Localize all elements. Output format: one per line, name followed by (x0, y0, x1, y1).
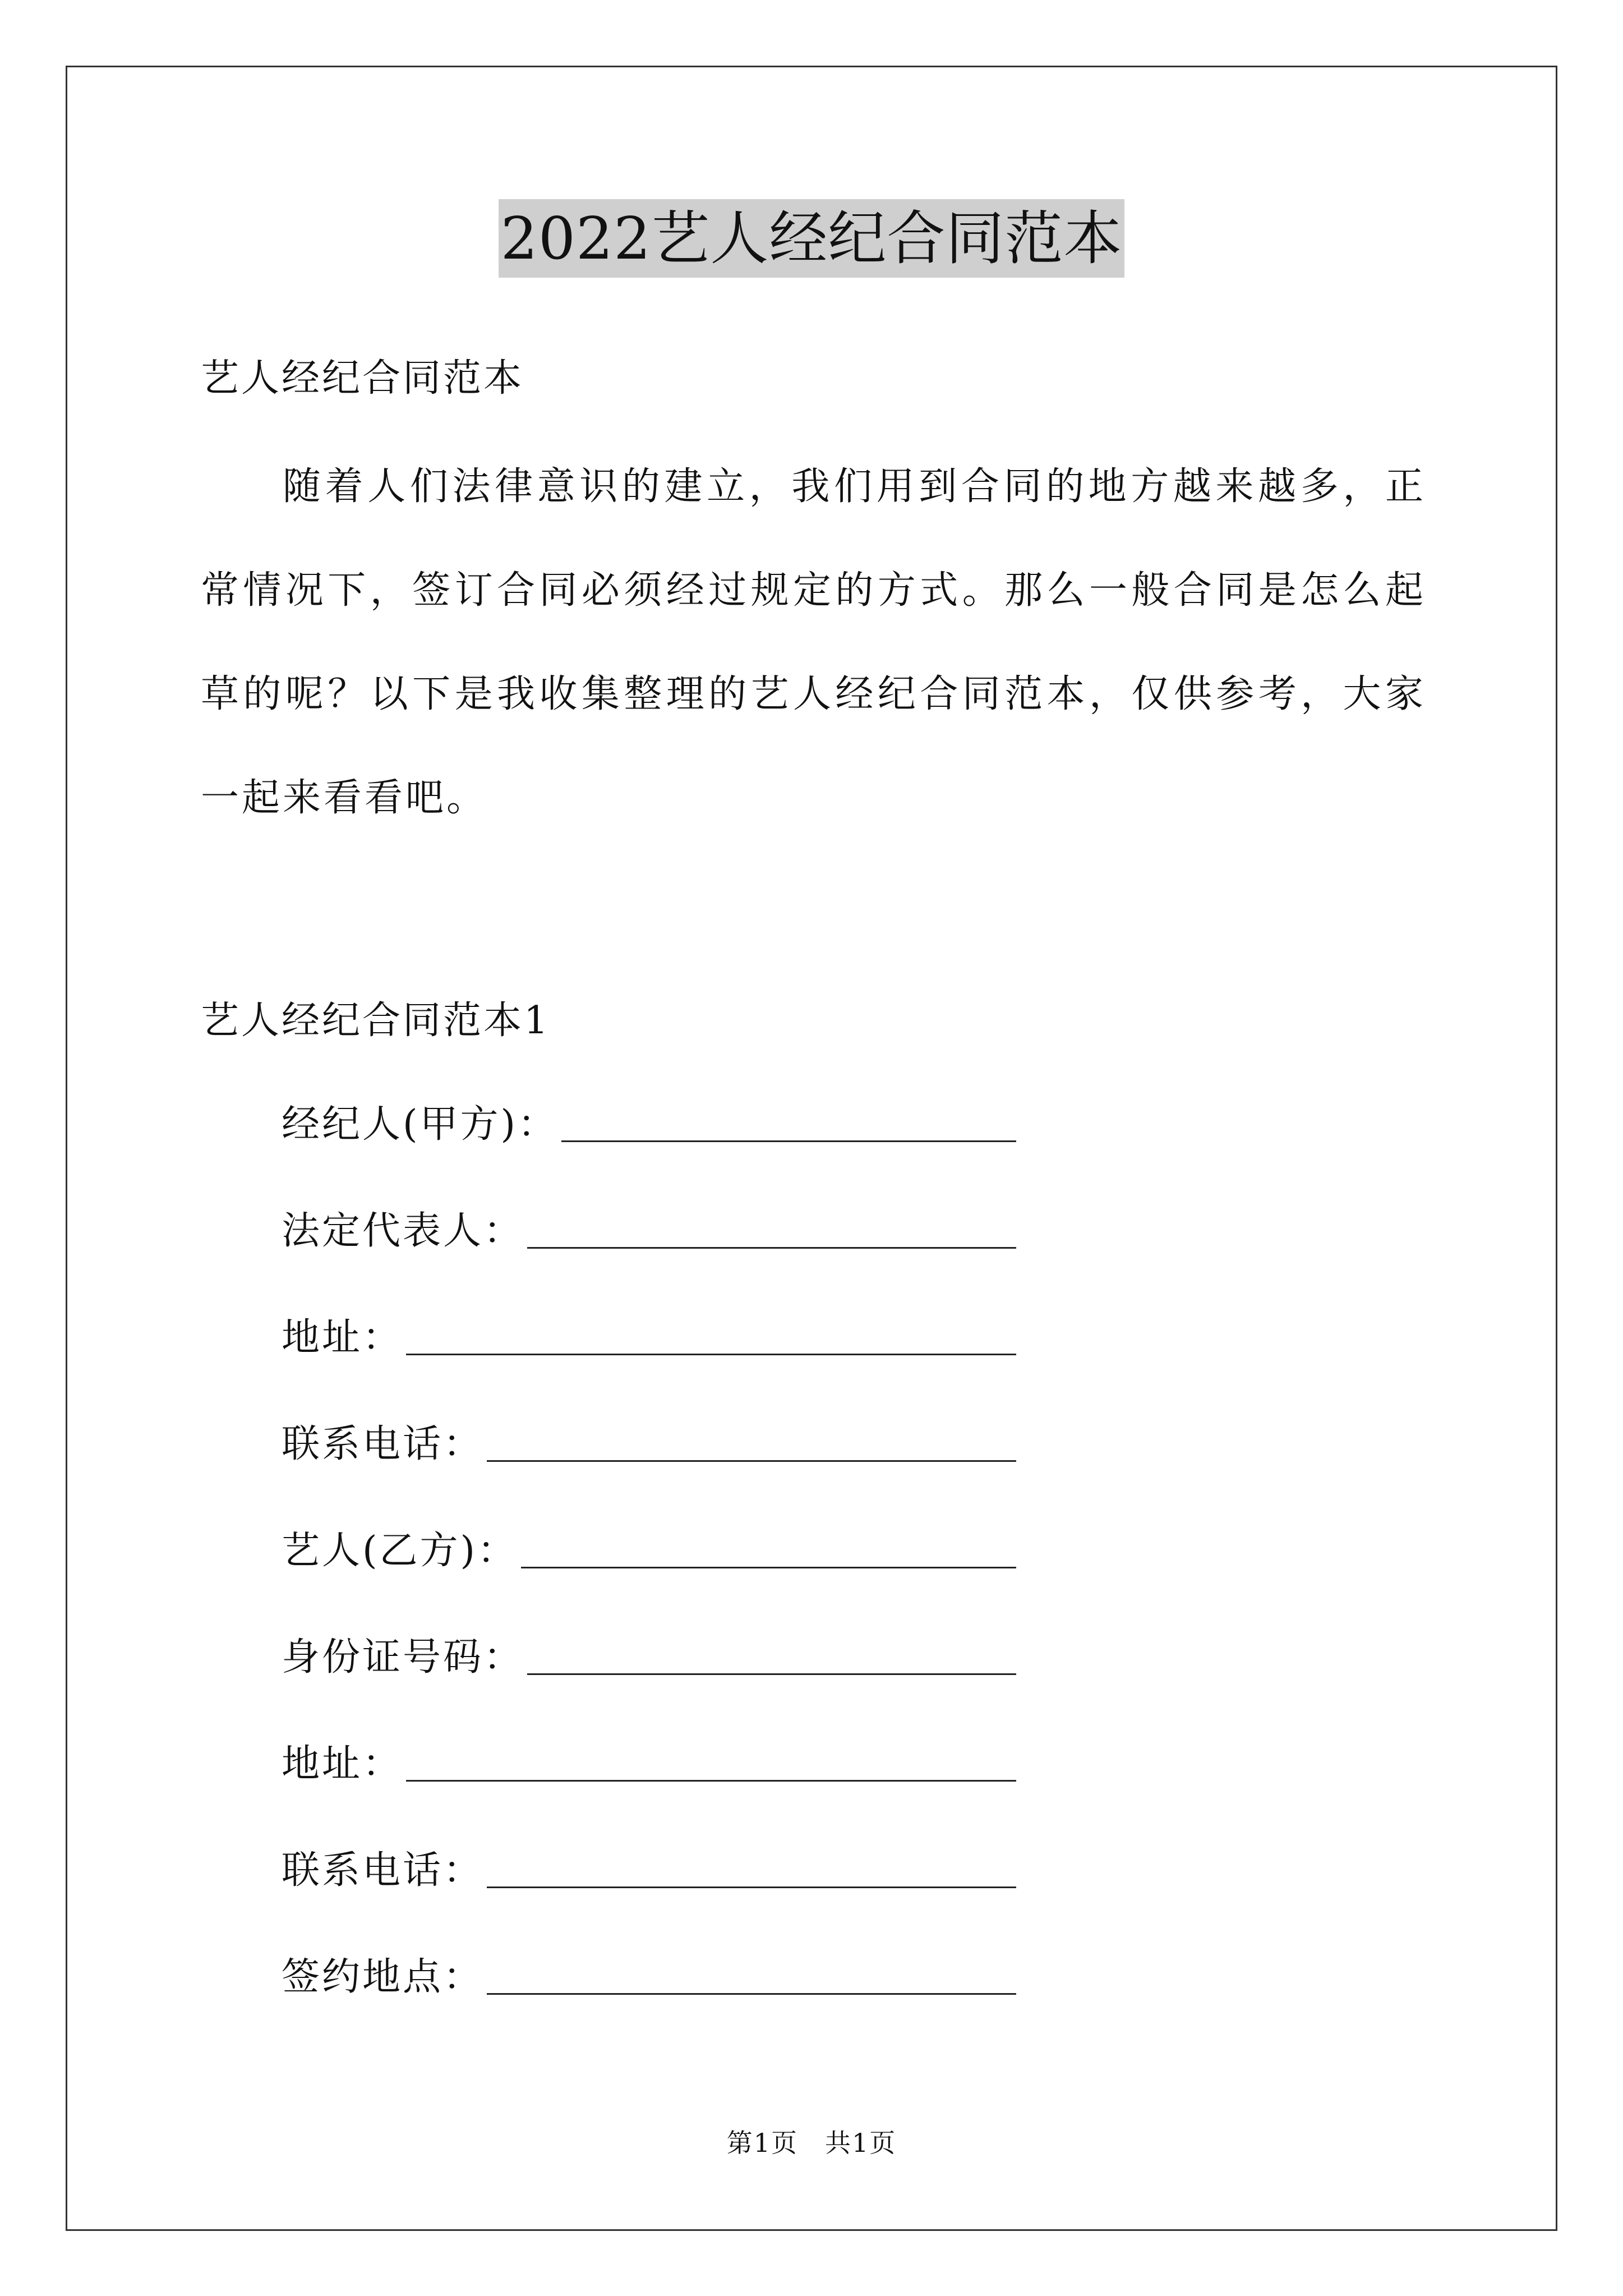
field-label: 艺人(乙方)： (282, 1529, 518, 1573)
blank-line (487, 1460, 1016, 1462)
blank-line (406, 1780, 1016, 1782)
field-label: 签约地点： (282, 1955, 484, 1999)
field-label: 联系电话： (282, 1848, 484, 1893)
field-legal-representative (282, 1206, 1016, 1257)
title-container (0, 199, 1623, 278)
field-label: 地址： (282, 1315, 403, 1360)
intro-paragraph: 随着人们法律意识的建立，我们用到合同的地方越来越多，正常情况下，签订合同必须经过规定的方式。那么一般合同是怎么起草的呢？以下是我收集整理的艺人经纪合同范本，仅供参考，大家一起来看看吧。 (201, 464, 1426, 820)
blank-line (527, 1673, 1016, 1675)
field-agent-party-a (282, 1099, 1016, 1150)
field-phone-a (282, 1419, 1016, 1470)
field-phone-b (282, 1846, 1016, 1896)
section-title: 艺人经纪合同范本1 (201, 999, 551, 1043)
field-label: 身份证号码： (282, 1635, 524, 1680)
document-title: 2022艺人经纪合同范本 (499, 199, 1125, 278)
page-footer: 第1页 共1页 (726, 2128, 897, 2158)
field-address-b (282, 1739, 1016, 1789)
field-artist-party-b (282, 1526, 1016, 1576)
blank-line (406, 1354, 1016, 1355)
field-address-a (282, 1313, 1016, 1363)
blank-line (527, 1247, 1016, 1249)
blank-line (561, 1140, 1016, 1142)
field-label: 地址： (282, 1742, 403, 1786)
field-label: 经纪人(甲方)： (282, 1102, 559, 1147)
blank-line (521, 1567, 1016, 1568)
field-label: 法定代表人： (282, 1209, 524, 1253)
field-signing-place (282, 1952, 1016, 2003)
document-subtitle: 艺人经纪合同范本 (201, 356, 524, 401)
blank-line (487, 1887, 1016, 1888)
field-id-number (282, 1632, 1016, 1683)
blank-line (487, 1993, 1016, 1995)
field-label: 联系电话： (282, 1422, 484, 1466)
